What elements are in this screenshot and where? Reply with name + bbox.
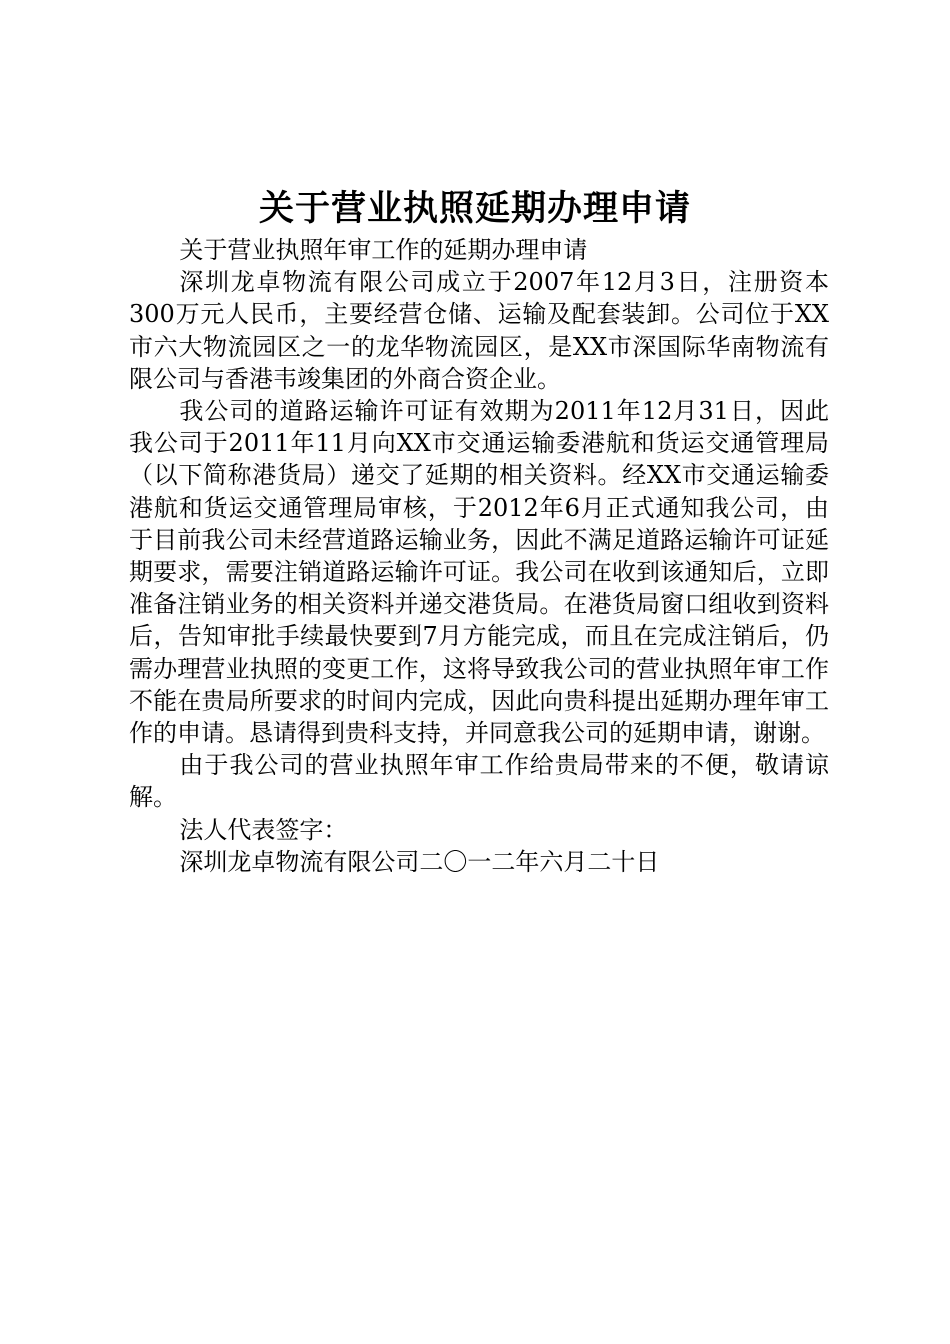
- extension-reason-paragraph: 我公司的道路运输许可证有效期为2011年12月31日，因此我公司于2011年11月向XX市交通运输委港航和货运交通管理局（以下简称港货局）递交了延期的相关资料。经XX市交通运输委港航和货运交通管理局审核，于2012年6月正式通知我公司，由于目前我公司未经营道路运输业务，因此不满足道路运输许可证延期要求，需要注销道路运输许可证。我公司在收到该通知后，立即准备注销业务的相关资料并递交港货局。在港货局窗口组收到资料后，告知审批手续最快要到7月方能完成，而且在完成注销后，仍需办理营业执照的变更工作，这将导致我公司的营业执照年审工作不能在贵局所要求的时间内完成，因此向贵科提出延期办理年审工作的申请。恳请得到贵科支持，并同意我公司的延期申请，谢谢。: [129, 397, 829, 748]
- subject-line: 关于营业执照年审工作的延期办理申请: [179, 236, 588, 264]
- document-title: 关于营业执照延期办理申请: [258, 189, 691, 229]
- document-body: [129, 234, 829, 878]
- company-intro-paragraph: 深圳龙卓物流有限公司成立于2007年12月3日，注册资本300万元人民币，主要经营仓储、运输及配套装卸。公司位于XX市六大物流园区之一的龙华物流园区，是XX市深国际华南物流有限公司与香港韦竣集团的外商合资企业。: [129, 268, 829, 393]
- company-date-line: 深圳龙卓物流有限公司二〇一二年六月二十日: [179, 847, 660, 876]
- apology-paragraph: 由于我公司的营业执照年审工作给贵局带来的不便，敬请谅解。: [129, 751, 829, 812]
- signature-label: 法人代表签字：: [179, 815, 348, 844]
